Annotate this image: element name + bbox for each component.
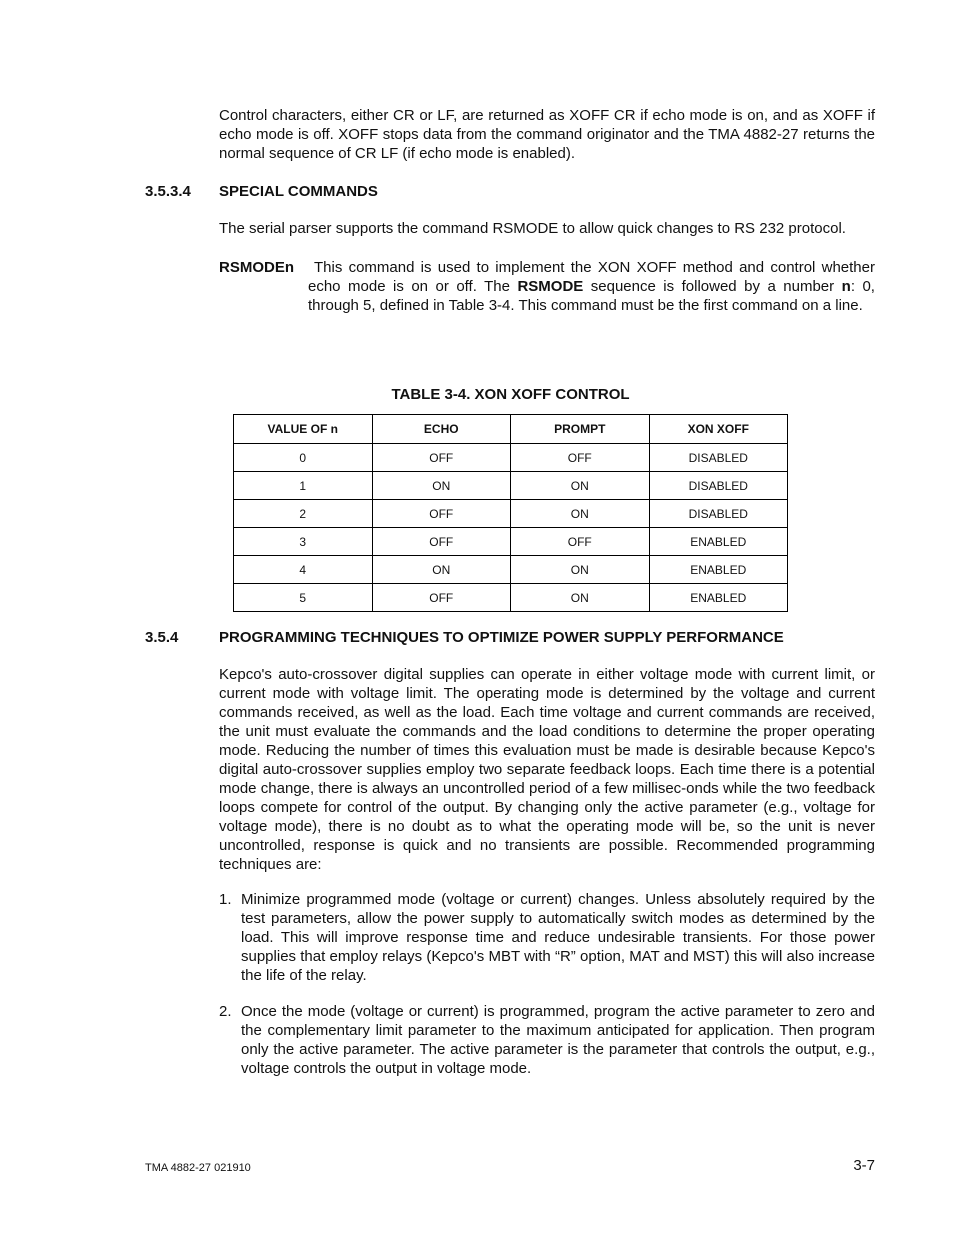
table-cell: ON	[511, 556, 650, 584]
table-row	[234, 444, 788, 472]
special-commands-paragraph: The serial parser supports the command RSMODE to allow quick changes to RS 232 protocol.	[219, 220, 846, 237]
rsmode-definition	[219, 258, 875, 315]
rsmode-desc-part: sequence is followed by a number	[590, 278, 835, 295]
list-item-text: Minimize programmed mode (voltage or current) changes. Unless absolutely required by the test parameters, allow the power supply to automatically switch modes as determined by the load. This will improve response time and reduce undesirable transients. For those power supplies that employ relays (Kepco's MBT with “R” option, MAT and MST) this will also increase the life of the relay.	[241, 891, 875, 984]
table-header-cell: ECHO	[372, 415, 511, 444]
table-cell: OFF	[511, 528, 650, 556]
table-cell: 4	[234, 556, 373, 584]
programming-techniques-paragraph: Kepco's auto-crossover digital supplies can operate in either voltage mode with current limit, or current mode with voltage limit. The operating mode is determined by the voltage and current commands received, as well as the load. Each time voltage and current commands are received, the unit must evaluate the commands and the load conditions to determine the proper operating mode. Reducing the number of times this evaluation must be made is desirable because Kepco's digital auto-crossover supplies employ two separate feedback loops. Each time there is a potential mode change, there is always an uncontrolled period of a few millisec-onds while the two feedback loops compete for control of the output. By changing only the active parameter (e.g., voltage for voltage mode), there is no doubt as to what the operating mode will be, so the unit is never uncontrolled, response is quick and no transients are possible. Recommended programming techniques are:	[219, 666, 875, 873]
section-heading-special-commands	[145, 182, 378, 201]
table-cell: ON	[372, 472, 511, 500]
rsmode-desc-bold: RSMODE	[517, 278, 584, 295]
rsmode-desc-part: : 0, through 5, defined in Table 3-4. This command must be the first command on a line.	[308, 278, 875, 314]
rsmode-desc-part: This command is used to implement the XON XOFF method and control whether echo mode is on or off. The	[308, 259, 875, 295]
rsmode-desc-bold: n	[841, 278, 851, 295]
list-item	[219, 1002, 875, 1078]
table-cell: ON	[372, 556, 511, 584]
table-cell: DISABLED	[649, 472, 788, 500]
table-row	[234, 556, 788, 584]
section-title: SPECIAL COMMANDS	[219, 183, 378, 200]
table-caption: TABLE 3-4. XON XOFF CONTROL	[391, 386, 630, 403]
table-row	[234, 472, 788, 500]
table-cell: OFF	[372, 444, 511, 472]
list-item	[219, 890, 875, 985]
list-item-number: 1.	[219, 891, 232, 908]
table-cell: ON	[511, 472, 650, 500]
rsmode-description	[308, 258, 875, 315]
table-cell: ON	[511, 500, 650, 528]
table-cell: ENABLED	[649, 528, 788, 556]
list-item-text: Once the mode (voltage or current) is programmed, program the active parameter to zero and the complementary limit parameter to the maximum anticipated for application. Then program only the active parameter. The active parameter is the parameter that controls the output, e.g., voltage controls the output in voltage mode.	[241, 1003, 875, 1077]
table-header-cell: XON XOFF	[649, 415, 788, 444]
section-heading-programming-techniques	[145, 628, 784, 647]
table-cell: ENABLED	[649, 584, 788, 612]
table-cell: OFF	[372, 500, 511, 528]
table-cell: 1	[234, 472, 373, 500]
table-cell: OFF	[372, 584, 511, 612]
footer-document-id: TMA 4882-27 021910	[145, 1162, 251, 1174]
table-cell: OFF	[511, 444, 650, 472]
section-number: 3.5.4	[145, 629, 179, 646]
intro-paragraph: Control characters, either CR or LF, are returned as XOFF CR if echo mode is on, and as XOFF if echo mode is off. XOFF stops data from the command originator and the TMA 4882-27 returns the normal sequence of CR LF (if echo mode is enabled).	[219, 107, 875, 162]
xon-xoff-table	[233, 414, 788, 612]
table-cell: 5	[234, 584, 373, 612]
table-cell: ENABLED	[649, 556, 788, 584]
table-header-cell: PROMPT	[511, 415, 650, 444]
table-cell: 0	[234, 444, 373, 472]
footer-page-number: 3-7	[853, 1157, 875, 1174]
table-row	[234, 500, 788, 528]
table-cell: 2	[234, 500, 373, 528]
table-row	[234, 528, 788, 556]
table-header-cell: VALUE OF n	[234, 415, 373, 444]
section-number: 3.5.3.4	[145, 183, 191, 200]
list-item-number: 2.	[219, 1003, 232, 1020]
table-cell: ON	[511, 584, 650, 612]
table-cell: DISABLED	[649, 444, 788, 472]
table-cell: 3	[234, 528, 373, 556]
table-cell: OFF	[372, 528, 511, 556]
table-header-row	[234, 415, 788, 444]
table-cell: DISABLED	[649, 500, 788, 528]
rsmode-term: RSMODEn	[219, 259, 294, 276]
table-row	[234, 584, 788, 612]
section-title: PROGRAMMING TECHNIQUES TO OPTIMIZE POWER SUPPLY PERFORMANCE	[219, 629, 784, 646]
